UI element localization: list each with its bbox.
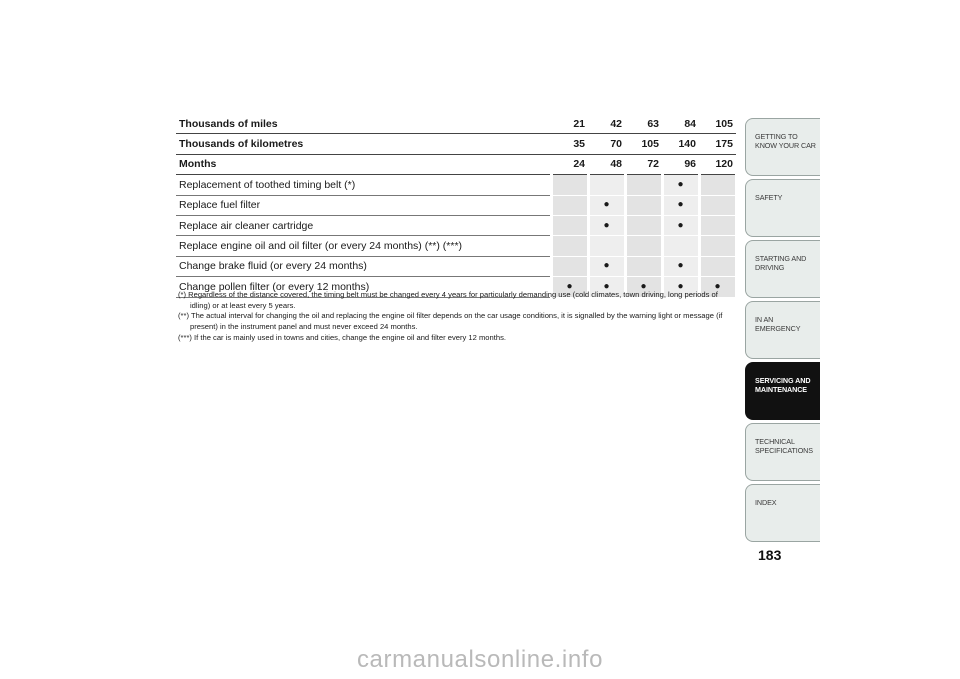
operation-label: Replace engine oil and oil filter (or every 24 months) (**) (***): [176, 236, 551, 256]
scheduled-mark-cell: [662, 175, 699, 195]
scheduled-mark-cell: [588, 195, 625, 215]
schedule-cell: [699, 256, 736, 276]
header-label: Thousands of miles: [176, 114, 551, 134]
schedule-cell: [699, 236, 736, 256]
footnote-oil-interval: (**) The actual interval for changing the oil and replacing the engine oil filter depends on the car usage conditions, it is signalled by the warning light or message (if present) in the instrument panel and must never exceed 24 months.: [178, 311, 723, 332]
interval-value: 24: [551, 154, 588, 174]
operation-row: [176, 256, 736, 276]
bullet-mark-icon: ●: [640, 280, 647, 292]
header-row: [176, 154, 736, 174]
interval-value: 105: [699, 114, 736, 134]
interval-value: 72: [625, 154, 662, 174]
interval-value: 63: [625, 114, 662, 134]
interval-value: 42: [588, 114, 625, 134]
interval-value: 48: [588, 154, 625, 174]
schedule-cell: [588, 236, 625, 256]
schedule-cell: [662, 236, 699, 256]
schedule-cell: [551, 175, 588, 195]
operation-label: Replacement of toothed timing belt (*): [176, 175, 551, 195]
operation-row: [176, 195, 736, 215]
operation-label: Change pollen filter (or every 12 months): [176, 277, 551, 297]
bullet-mark-icon: ●: [677, 280, 684, 292]
scheduled-mark-cell: [588, 256, 625, 276]
tab-technical-specifications[interactable]: TECHNICAL SPECIFICATIONS: [745, 423, 820, 481]
interval-value: 35: [551, 134, 588, 154]
operation-row: [176, 236, 736, 256]
schedule-cell: [588, 175, 625, 195]
footnotes: [178, 290, 738, 344]
schedule-cell: [625, 236, 662, 256]
operation-row: [176, 175, 736, 195]
bullet-mark-icon: ●: [714, 280, 721, 292]
tab-safety[interactable]: SAFETY: [745, 179, 820, 237]
schedule-cell: [699, 215, 736, 235]
bullet-mark-icon: ●: [603, 280, 610, 292]
operation-label: Replace fuel filter: [176, 195, 551, 215]
bullet-mark-icon: ●: [603, 199, 610, 211]
schedule-cell: [625, 195, 662, 215]
watermark: carmanualsonline.info: [356, 646, 604, 673]
interval-value: 120: [699, 154, 736, 174]
interval-value: 84: [662, 114, 699, 134]
operation-label: Change brake fluid (or every 24 months): [176, 256, 551, 276]
scheduled-mark-cell: [662, 256, 699, 276]
scheduled-mark-cell: [662, 195, 699, 215]
bullet-mark-icon: ●: [677, 219, 684, 231]
footnote-timing-belt: (*) Regardless of the distance covered, the timing belt must be changed every 4 years for particularly demanding use (cold climates, town driving, long periods of idling) or at least every 5 years.: [178, 290, 718, 310]
header-row: [176, 134, 736, 154]
tab-starting-and-driving[interactable]: STARTING AND DRIVING: [745, 240, 820, 298]
tab-servicing-and-maintenance[interactable]: SERVICING AND MAINTENANCE: [745, 362, 820, 420]
schedule-cell: [625, 175, 662, 195]
operation-label: Replace air cleaner cartridge: [176, 215, 551, 235]
chapter-tabs: [745, 118, 820, 545]
schedule-cell: [625, 256, 662, 276]
maintenance-schedule-table: [176, 114, 738, 298]
bullet-mark-icon: ●: [566, 280, 573, 292]
interval-value: 70: [588, 134, 625, 154]
tab-getting-to-know-your-car[interactable]: GETTING TO KNOW YOUR CAR: [745, 118, 820, 176]
schedule-cell: [699, 195, 736, 215]
interval-value: 105: [625, 134, 662, 154]
bullet-mark-icon: ●: [603, 219, 610, 231]
schedule-cell: [551, 215, 588, 235]
interval-value: 175: [699, 134, 736, 154]
schedule-cell: [699, 175, 736, 195]
footnote-town-use: (***) If the car is mainly used in towns and cities, change the engine oil and filter every 12 months.: [178, 332, 506, 342]
tab-in-an-emergency[interactable]: IN AN EMERGENCY: [745, 301, 820, 359]
page-number: 183: [758, 547, 782, 563]
scheduled-mark-cell: [588, 215, 625, 235]
schedule-cell: [551, 256, 588, 276]
bullet-mark-icon: ●: [677, 260, 684, 272]
schedule-cell: [625, 215, 662, 235]
interval-value: 21: [551, 114, 588, 134]
bullet-mark-icon: ●: [677, 178, 684, 190]
header-label: Thousands of kilometres: [176, 134, 551, 154]
operation-row: [176, 215, 736, 235]
header-label: Months: [176, 154, 551, 174]
header-row: [176, 114, 736, 134]
schedule-cell: [551, 195, 588, 215]
bullet-mark-icon: ●: [603, 260, 610, 272]
schedule-cell: [551, 236, 588, 256]
scheduled-mark-cell: [662, 215, 699, 235]
interval-value: 96: [662, 154, 699, 174]
interval-value: 140: [662, 134, 699, 154]
tab-index[interactable]: INDEX: [745, 484, 820, 542]
bullet-mark-icon: ●: [677, 199, 684, 211]
